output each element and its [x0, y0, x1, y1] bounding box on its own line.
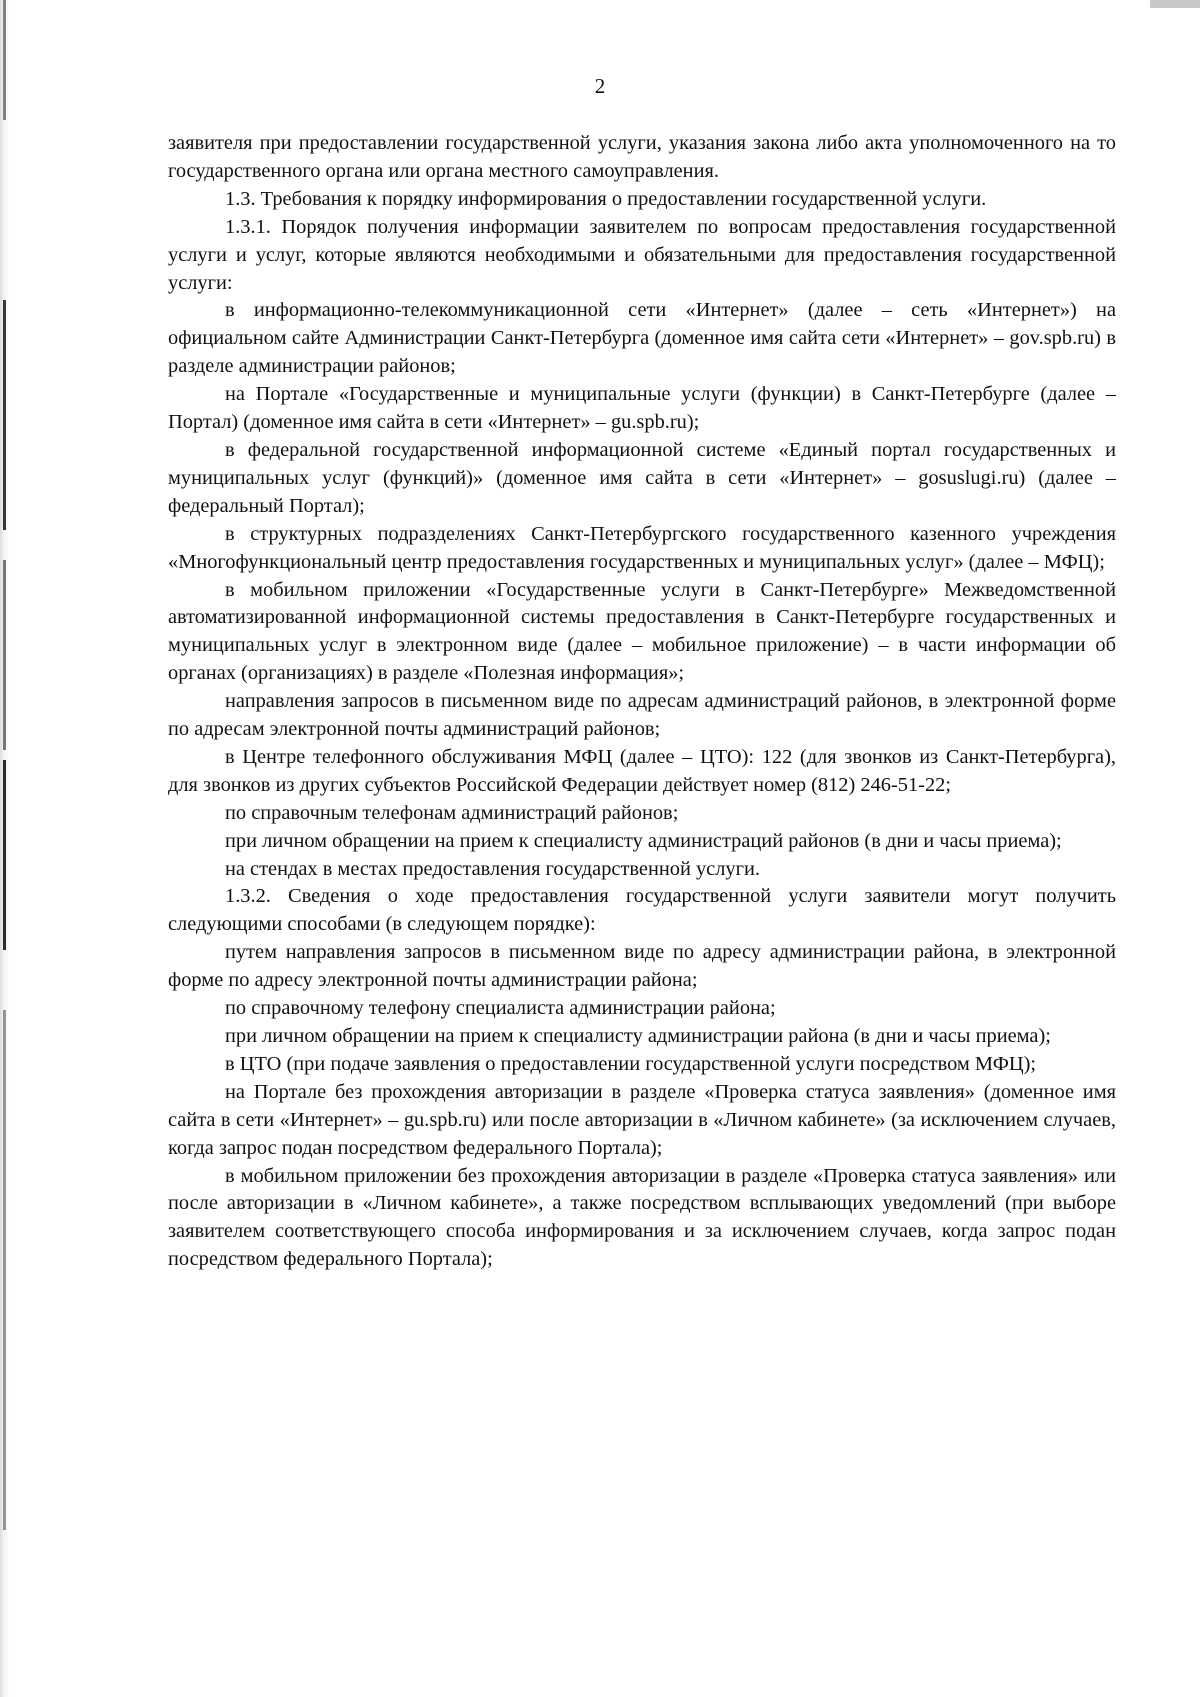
list-item-internet-site: в информационно-телекоммуникационной сети «Интернет» (далее – сеть «Интернет») на официальном сайте Администрации Санкт-Петербурга (доменное имя сайта сети «Интернет» – gov.spb.ru) в разделе администрации районов;	[168, 299, 1116, 378]
list-item-cto: в ЦТО (при подаче заявления о предоставлении государственной услуги посредством МФЦ);	[225, 1052, 1037, 1075]
paragraph-section-1-3-1: 1.3.1. Порядок получения информации заявителем по вопросам предоставления государственной услуги и услуг, которые являются необходимыми и обязательными для предоставления государственной услуги:	[168, 215, 1116, 294]
list-item-stands: на стендах в местах предоставления государственной услуги.	[225, 857, 760, 880]
list-item-specialist-phone: по справочному телефону специалиста администрации района;	[225, 997, 776, 1020]
paragraph-section-1-3: 1.3. Требования к порядку информирования о предоставлении государственной услуги.	[225, 187, 987, 210]
scan-artifact	[3, 0, 6, 120]
scan-corner-mark	[1150, 0, 1200, 8]
paragraph-section-1-3-2: 1.3.2. Сведения о ходе предоставления государственной услуги заявители могут получить следующими способами (в следующем порядке):	[168, 885, 1116, 936]
list-item-portal-status: на Портале без прохождения авторизации в разделе «Проверка статуса заявления» (доменное имя сайта в сети «Интернет» – gu.spb.ru) или после авторизации в «Личном кабинете» (за исключением случаев, когда запрос подан посредством федерального Портала);	[168, 1080, 1116, 1159]
paragraph-continuation: заявителя при предоставлении государственной услуги, указания закона либо акта уполномоченного на то государственного органа или органа местного самоуправления.	[168, 132, 1116, 182]
list-item-written-requests: направления запросов в письменном виде по адресам администраций районов, в электронной форме по адресам электронной почты администраций районов;	[168, 690, 1116, 741]
list-item-mobile-app: в мобильном приложении «Государственные услуги в Санкт-Петербурге» Межведомственной автоматизированной информационной системы предоставления в Санкт-Петербурге государственных и муниципальных услуг в электронном виде (далее – мобильное приложение) – в части информации об органах (организациях) в разделе «Полезная информация»;	[168, 578, 1116, 685]
scan-artifact	[3, 760, 6, 950]
list-item-federal-portal: в федеральной государственной информационной системе «Единый портал государственных и муниципальных услуг (функций)» (доменное имя сайта в сети «Интернет» – gosuslugi.ru) (далее – федеральный Портал);	[168, 438, 1116, 517]
list-item-call-center: в Центре телефонного обслуживания МФЦ (далее – ЦТО): 122 (для звонков из Санкт-Петербурга), для звонков из других субъектов Российской Федерации действует номер (812) 246-51-22;	[168, 745, 1116, 796]
list-item-portal: на Портале «Государственные и муниципальные услуги (функции) в Санкт-Петербурге (далее – Портал) (доменное имя сайта в сети «Интернет» – gu.spb.ru);	[168, 383, 1116, 434]
list-item-mobile-status: в мобильном приложении без прохождения авторизации в разделе «Проверка статуса заявления» или после авторизации в «Личном кабинете», а также посредством всплывающих уведомлений (при выборе заявителем соответствующего способа информирования и за исключением случаев, когда запрос подан посредством федерального Портала);	[168, 1164, 1116, 1271]
list-item-mfc: в структурных подразделениях Санкт-Петербургского государственного казенного учреждения «Многофункциональный центр предоставления государственных и муниципальных услуг» (далее – МФЦ);	[168, 522, 1116, 573]
scan-artifact	[3, 300, 6, 530]
scan-artifact	[3, 560, 6, 750]
list-item-reference-phones: по справочным телефонам администраций районов;	[225, 801, 679, 824]
page-number: 2	[594, 74, 606, 98]
document-body	[168, 130, 1116, 1274]
list-item-written-request-district: путем направления запросов в письменном виде по адресу администрации района, в электронной форме по адресу электронной почты администрации района;	[168, 941, 1116, 992]
scan-artifact	[3, 1010, 6, 1530]
list-item-personal-visit: при личном обращении на прием к специалисту администраций районов (в дни и часы приема);	[225, 829, 1062, 852]
list-item-personal-visit-district: при личном обращении на прием к специалисту администрации района (в дни и часы приема);	[225, 1025, 1051, 1047]
